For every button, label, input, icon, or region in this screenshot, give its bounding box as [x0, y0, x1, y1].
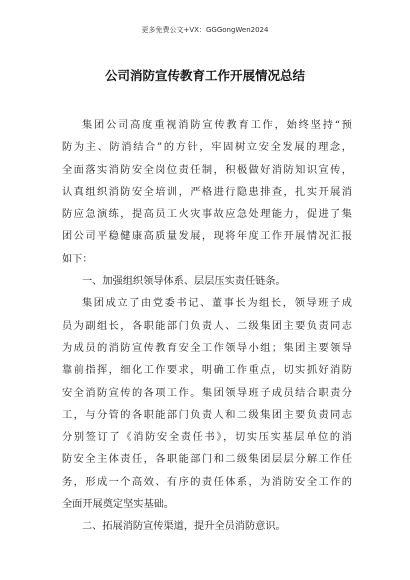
paragraph-line: 全面落实消防安全岗位责任制，积极做好消防知识宣传， [62, 164, 352, 176]
paragraph-line: 集团成立了由党委书记、董事长为组长，领导班子成 [82, 298, 352, 310]
paragraph-line: 防应急演练，提高员工火灾事故应急处理能力，促进了集 [62, 209, 352, 221]
paragraph-line: 工，与分管的各职能部门负责人和二级集团主要负责同志 [62, 409, 352, 421]
paragraph-line: 靠前指挥，细化工作要求，明确工作重点，切实抓好消防 [62, 365, 352, 377]
paragraph-line: 分别签订了《消防安全责任书》，切实压实基层单位的消 [62, 432, 352, 444]
document-title: 公司消防宣传教育工作开展情况总结 [104, 68, 305, 83]
paragraph-line: 务，形成一个高效、有序的责任体系，为消防安全工作的 [62, 476, 352, 488]
paragraph-line: 员为副组长，各职能部门负责人、二级集团主要负责同志 [62, 320, 352, 332]
paragraph-line: 全面开展奠定坚实基础。 [62, 499, 175, 511]
section-heading-1: 一、加强组织领导体系、层层压实责任链条。 [82, 276, 286, 288]
paragraph-line: 防安全主体责任，各职能部门和二级集团层层分解工作任 [62, 454, 352, 466]
paragraph-line: 防为主、防消结合”的方针，牢固树立安全发展的理念， [62, 142, 352, 154]
document-body [62, 115, 352, 539]
paragraph-line: 团公司平稳健康高质量发展，现将年度工作开展情况汇报 [62, 231, 352, 243]
paragraph-line: 安全消防宣传的各项工作。集团领导班子成员结合职责分 [62, 387, 352, 399]
paragraph-line: 如下： [62, 253, 93, 265]
header-note: 更多免费公文+VX：GGGongWen2024 [141, 26, 269, 34]
section-heading-2: 二、拓展消防宣传渠道，提升全员消防意识。 [82, 521, 286, 533]
paragraph-line: 认真组织消防安全培训，严格进行隐患排查，扎实开展消 [62, 186, 352, 198]
paragraph-line: 集团公司高度重视消防宣传教育工作，始终坚持“预 [82, 120, 352, 131]
paragraph-line: 为成员的消防宣传教育安全工作领导小组；集团主要领导 [62, 342, 352, 354]
